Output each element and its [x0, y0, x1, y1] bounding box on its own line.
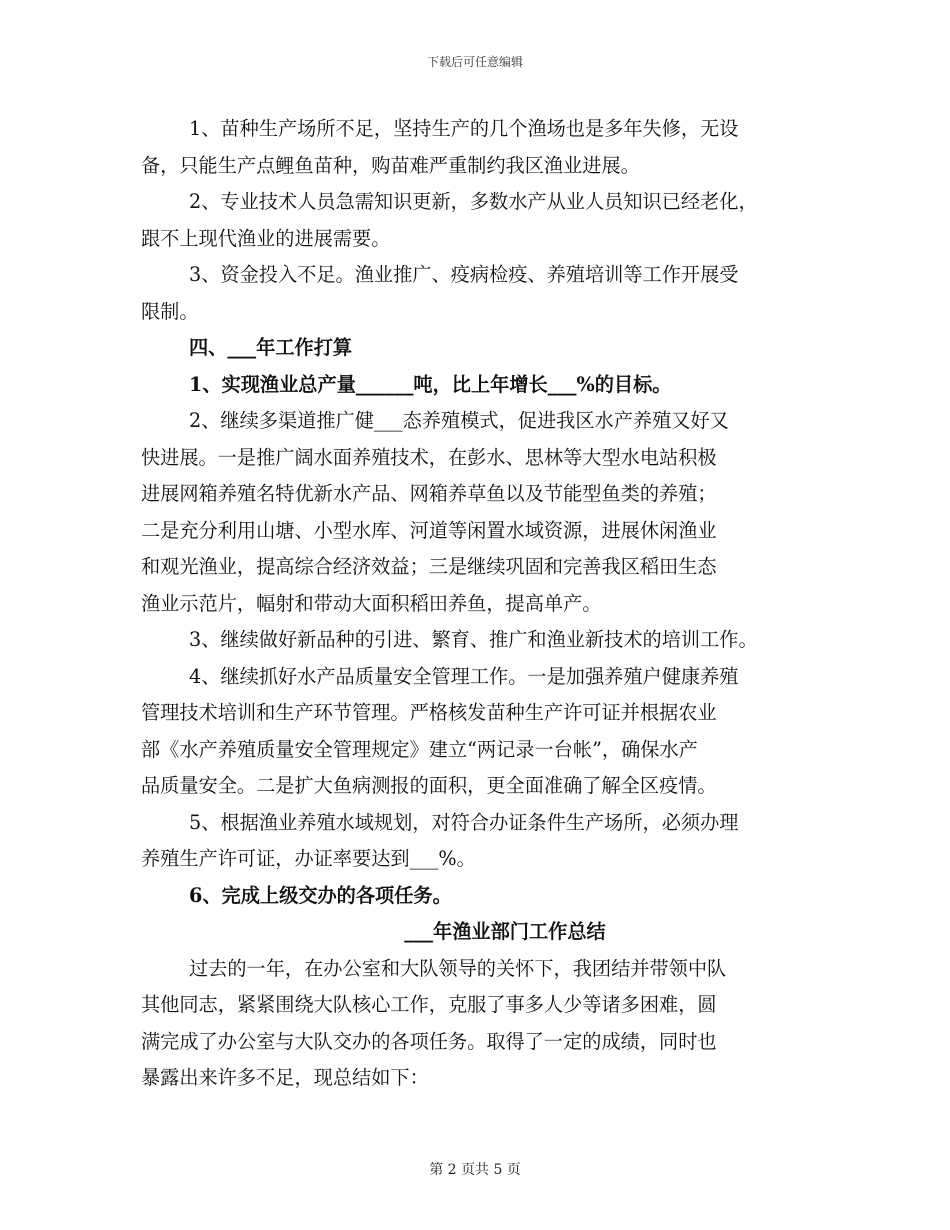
paragraph-line: 渔业示范片，幅射和带动大面积稻田养鱼，提高单产。 — [141, 591, 602, 615]
paragraph-line: 管理技术培训和生产环节管理。严格核发苗种生产许可证并根据农业 — [141, 701, 717, 724]
paragraph-line: 3、继续做好新品种的引进、繁育、推广和渔业新技术的培训工作。 — [189, 628, 758, 651]
paragraph-line: 2、专业技术人员急需知识更新，多数水产从业人员知识已经老化， — [189, 190, 758, 213]
paragraph-line: 1、苗种生产场所不足，坚持生产的几个渔场也是多年失修，无设 — [189, 117, 739, 140]
page-footer: 第 2 页共 5 页 — [429, 1162, 521, 1178]
paragraph-line: 满完成了办公室与大队交办的各项任务。取得了一定的成绩，同时也 — [141, 1029, 717, 1053]
paragraph-line: 跟不上现代渔业的进展需要。 — [141, 226, 391, 250]
heading-line: 四、___年工作打算 — [189, 336, 353, 359]
document-body — [141, 111, 821, 1097]
paragraph-line: 限制。 — [141, 299, 199, 323]
paragraph-line: 和观光渔业，提高综合经济效益；三是继续巩固和完善我区稻田生态 — [141, 555, 717, 578]
paragraph-line: 养殖生产许可证，办证率要达到___%。 — [141, 847, 476, 870]
paragraph-line: 过去的一年，在办公室和大队领导的关怀下，我团结并带领中队 — [189, 956, 727, 980]
heading-line: 1、实现渔业总产量______吨，比上年增长___%的目标。 — [189, 372, 672, 396]
paragraph-line: 快进展。一是推广阔水面养殖技术，在彭水、思林等大型水电站积极 — [141, 445, 717, 469]
paragraph-line: 4、继续抓好水产品质量安全管理工作。一是加强养殖户健康养殖 — [189, 664, 739, 688]
paragraph-line: 进展网箱养殖名特优新水产品、网箱养草鱼以及节能型鱼类的养殖； — [141, 482, 717, 505]
section-title: ___年渔业部门工作总结 — [404, 920, 606, 943]
heading-line: 6、完成上级交办的各项任务。 — [189, 883, 452, 907]
paragraph-line: 3、资金投入不足。渔业推广、疫病检疫、养殖培训等工作开展受 — [189, 263, 739, 286]
paragraph-line: 暴露出来许多不足，现总结如下： — [141, 1066, 429, 1089]
paragraph-line: 二是充分利用山塘、小型水库、河道等闲置水域资源，进展休闲渔业 — [141, 518, 717, 542]
page-header: 下载后可任意编辑 — [426, 55, 523, 69]
paragraph-line: 品质量安全。二是扩大鱼病测报的面积，更全面准确了解全区疫情。 — [141, 774, 717, 797]
paragraph-line: 5、根据渔业养殖水域规划，对符合办证条件生产场所，必须办理 — [189, 810, 739, 834]
paragraph-line: 2、继续多渠道推广健___态养殖模式，促进我区水产养殖又好又 — [189, 409, 729, 432]
paragraph-line: 部《水产养殖质量安全管理规定》建立“两记录一台帐”，确保水产 — [141, 737, 698, 761]
paragraph-line: 其他同志，紧紧围绕大队核心工作，克服了事多人少等诸多困难，圆 — [141, 993, 717, 1016]
paragraph-line: 备，只能生产点鲤鱼苗种，购苗难严重制约我区渔业进展。 — [141, 153, 640, 177]
